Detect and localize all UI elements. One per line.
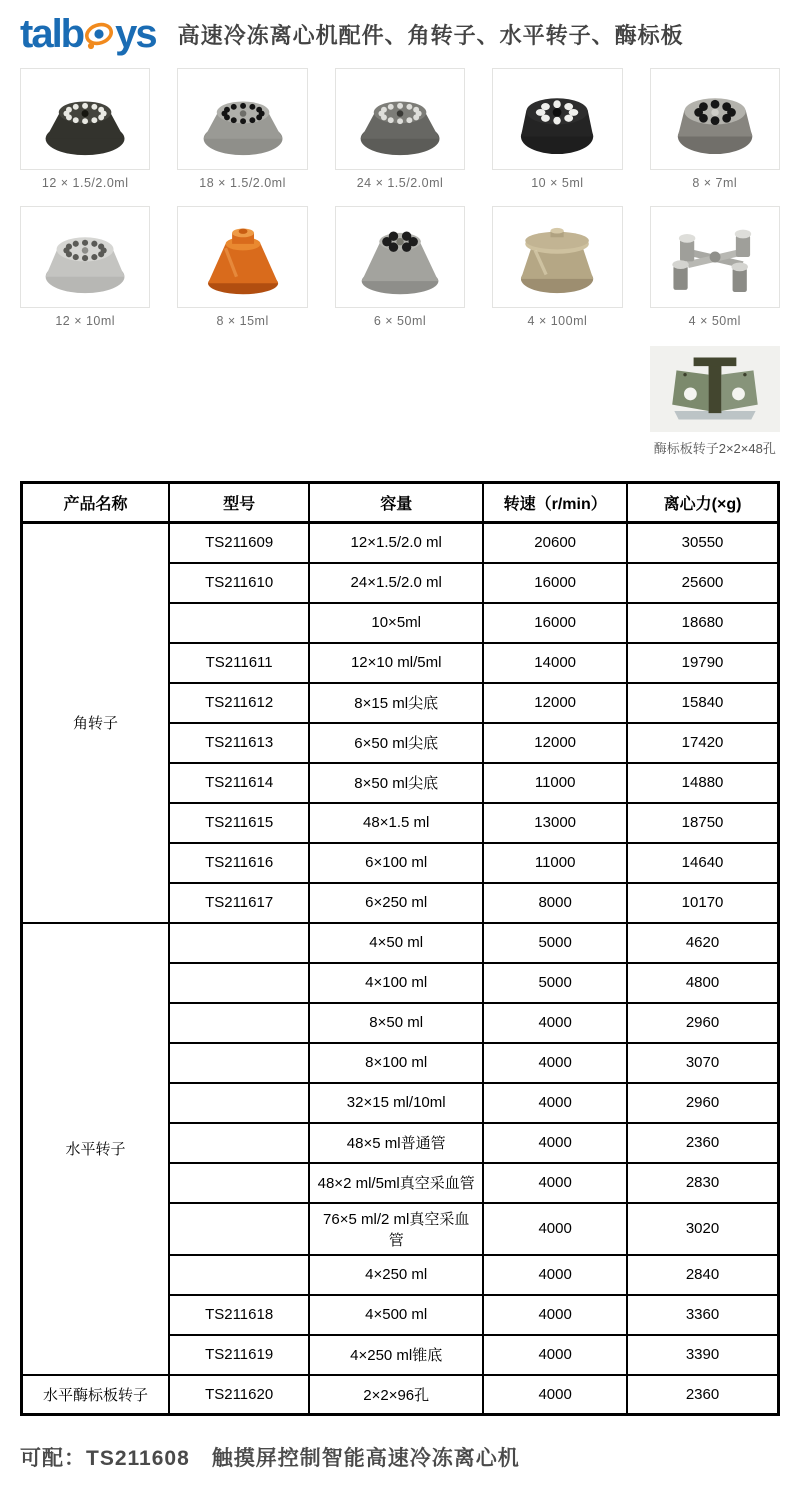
cell-capacity: 8×50 ml尖底 (309, 763, 483, 803)
cell-model: TS211617 (169, 883, 309, 923)
cell-capacity: 48×2 ml/5ml真空采血管 (309, 1163, 483, 1203)
cell-model (169, 923, 309, 963)
product-grid-row2 (20, 206, 780, 328)
cell-force: 2830 (627, 1163, 778, 1203)
cell-force: 18680 (627, 603, 778, 643)
cell-model (169, 1083, 309, 1123)
product-caption: 8 × 15ml (216, 314, 269, 328)
spec-table (20, 481, 780, 1416)
column-header-model: 型号 (169, 483, 309, 523)
table-row (22, 923, 779, 963)
cell-speed: 4000 (483, 1203, 627, 1255)
cell-speed: 4000 (483, 1083, 627, 1123)
cell-model: TS211613 (169, 723, 309, 763)
product-grid-row1 (20, 68, 780, 190)
page-header (20, 8, 780, 58)
gray-cone-rotor-six-holes-image (335, 206, 465, 308)
column-header-force: 离心力(×g) (627, 483, 778, 523)
cell-capacity: 24×1.5/2.0 ml (309, 563, 483, 603)
product-card (492, 68, 622, 190)
product-card (335, 68, 465, 190)
cell-speed: 8000 (483, 883, 627, 923)
cell-model: TS211619 (169, 1335, 309, 1375)
cell-capacity: 6×100 ml (309, 843, 483, 883)
product-caption: 4 × 50ml (688, 314, 741, 328)
orange-cone-rotor-image (177, 206, 307, 308)
product-caption: 4 × 100ml (527, 314, 588, 328)
lightgray-rotor-dark-holes-image (20, 206, 150, 308)
microplate-rotor-image (650, 346, 780, 432)
cell-speed: 4000 (483, 1375, 627, 1415)
cell-force: 3020 (627, 1203, 778, 1255)
swing-bucket-rotor-image (650, 206, 780, 308)
cell-force: 25600 (627, 563, 778, 603)
cell-force: 14640 (627, 843, 778, 883)
product-card (177, 68, 307, 190)
table-header-row (22, 483, 779, 523)
product-card (650, 346, 780, 457)
product-caption: 6 × 50ml (373, 314, 427, 328)
column-header-product-name: 产品名称 (22, 483, 170, 523)
product-card (492, 206, 622, 328)
cell-capacity: 4×250 ml锥底 (309, 1335, 483, 1375)
product-card (650, 206, 780, 328)
cell-model: TS211616 (169, 843, 309, 883)
product-card (177, 206, 307, 328)
table-row (22, 523, 779, 563)
cell-speed: 11000 (483, 843, 627, 883)
brass-dome-rotor-image (492, 206, 622, 308)
cell-speed: 4000 (483, 1295, 627, 1335)
cell-force: 19790 (627, 643, 778, 683)
cell-force: 2360 (627, 1375, 778, 1415)
cell-model (169, 1255, 309, 1295)
page-title: 高速冷冻离心机配件、角转子、水平转子、酶标板 (177, 22, 684, 48)
cell-speed: 12000 (483, 723, 627, 763)
cell-model: TS211615 (169, 803, 309, 843)
cell-model (169, 1203, 309, 1255)
cell-capacity: 12×10 ml/5ml (309, 643, 483, 683)
cell-model: TS211610 (169, 563, 309, 603)
cell-capacity: 6×50 ml尖底 (309, 723, 483, 763)
cell-model: TS211611 (169, 643, 309, 683)
cell-force: 2960 (627, 1003, 778, 1043)
cell-speed: 5000 (483, 923, 627, 963)
cell-force: 2960 (627, 1083, 778, 1123)
cell-capacity: 48×1.5 ml (309, 803, 483, 843)
product-caption: 10 × 5ml (531, 176, 584, 190)
cell-model: TS211618 (169, 1295, 309, 1335)
cell-capacity: 10×5ml (309, 603, 483, 643)
cell-capacity: 4×50 ml (309, 923, 483, 963)
cell-model: TS211609 (169, 523, 309, 563)
black-rotor-white-slots-image (492, 68, 622, 170)
cell-speed: 4000 (483, 1123, 627, 1163)
cell-model: TS211612 (169, 683, 309, 723)
product-grid-row3 (20, 346, 780, 457)
cell-force: 4800 (627, 963, 778, 1003)
cell-model (169, 1043, 309, 1083)
cell-speed: 14000 (483, 643, 627, 683)
cell-force: 30550 (627, 523, 778, 563)
dark-rotor-white-tubes-image (20, 68, 150, 170)
product-card (20, 206, 150, 328)
cell-force: 3360 (627, 1295, 778, 1335)
cell-speed: 4000 (483, 1043, 627, 1083)
cell-force: 4620 (627, 923, 778, 963)
cell-model (169, 603, 309, 643)
cell-capacity: 8×50 ml (309, 1003, 483, 1043)
cell-force: 10170 (627, 883, 778, 923)
logo-text-left: talb (20, 12, 84, 56)
cell-speed: 12000 (483, 683, 627, 723)
cell-model (169, 1123, 309, 1163)
cell-force: 14880 (627, 763, 778, 803)
cell-capacity: 2×2×96孔 (309, 1375, 483, 1415)
cell-speed: 4000 (483, 1163, 627, 1203)
cell-speed: 13000 (483, 803, 627, 843)
cell-capacity: 32×15 ml/10ml (309, 1083, 483, 1123)
cell-capacity: 76×5 ml/2 ml真空采血管 (309, 1203, 483, 1255)
cell-capacity: 6×250 ml (309, 883, 483, 923)
product-caption: 18 × 1.5/2.0ml (199, 176, 286, 190)
cell-force: 3070 (627, 1043, 778, 1083)
silver-rotor-black-holes-image (177, 68, 307, 170)
product-caption: 12 × 10ml (55, 314, 116, 328)
cell-capacity: 8×100 ml (309, 1043, 483, 1083)
column-header-speed: 转速（r/min） (483, 483, 627, 523)
cell-speed: 20600 (483, 523, 627, 563)
silver-rotor-eight-holes-image (650, 68, 780, 170)
cell-speed: 4000 (483, 1335, 627, 1375)
group-cell-microplate-rotor: 水平酶标板转子 (22, 1375, 170, 1415)
cell-capacity: 48×5 ml普通管 (309, 1123, 483, 1163)
product-card (650, 68, 780, 190)
cell-speed: 5000 (483, 963, 627, 1003)
compatible-centrifuge-note: 可配：TS211608 触摸屏控制智能高速冷冻离心机 (20, 1447, 520, 1470)
cell-model (169, 1003, 309, 1043)
cell-capacity: 12×1.5/2.0 ml (309, 523, 483, 563)
cell-force: 17420 (627, 723, 778, 763)
gray-rotor-white-tubes-image (335, 68, 465, 170)
logo-text-right: ys (115, 12, 156, 56)
cell-force: 3390 (627, 1335, 778, 1375)
cell-speed: 4000 (483, 1255, 627, 1295)
column-header-capacity: 容量 (309, 483, 483, 523)
cell-model: TS211614 (169, 763, 309, 803)
cell-capacity: 4×100 ml (309, 963, 483, 1003)
cell-capacity: 4×250 ml (309, 1255, 483, 1295)
product-caption: 8 × 7ml (692, 176, 738, 190)
cell-speed: 16000 (483, 603, 627, 643)
cell-force: 2360 (627, 1123, 778, 1163)
cell-speed: 4000 (483, 1003, 627, 1043)
group-cell-angle-rotor: 角转子 (22, 523, 170, 923)
cell-model (169, 963, 309, 1003)
table-row (22, 1375, 779, 1415)
product-card (20, 68, 150, 190)
product-caption: 24 × 1.5/2.0ml (356, 176, 444, 190)
cell-capacity: 4×500 ml (309, 1295, 483, 1335)
cell-capacity: 8×15 ml尖底 (309, 683, 483, 723)
product-caption: 酶标板转子2×2×48孔 (653, 441, 776, 456)
logo-swirl-icon (82, 19, 116, 53)
cell-model (169, 1163, 309, 1203)
product-caption: 12 × 1.5/2.0ml (41, 176, 129, 190)
group-cell-horizontal-rotor: 水平转子 (22, 923, 170, 1375)
cell-speed: 11000 (483, 763, 627, 803)
cell-force: 15840 (627, 683, 778, 723)
cell-model: TS211620 (169, 1375, 309, 1415)
cell-speed: 16000 (483, 563, 627, 603)
cell-force: 2840 (627, 1255, 778, 1295)
talboys-logo (20, 14, 156, 54)
cell-force: 18750 (627, 803, 778, 843)
product-card (335, 206, 465, 328)
